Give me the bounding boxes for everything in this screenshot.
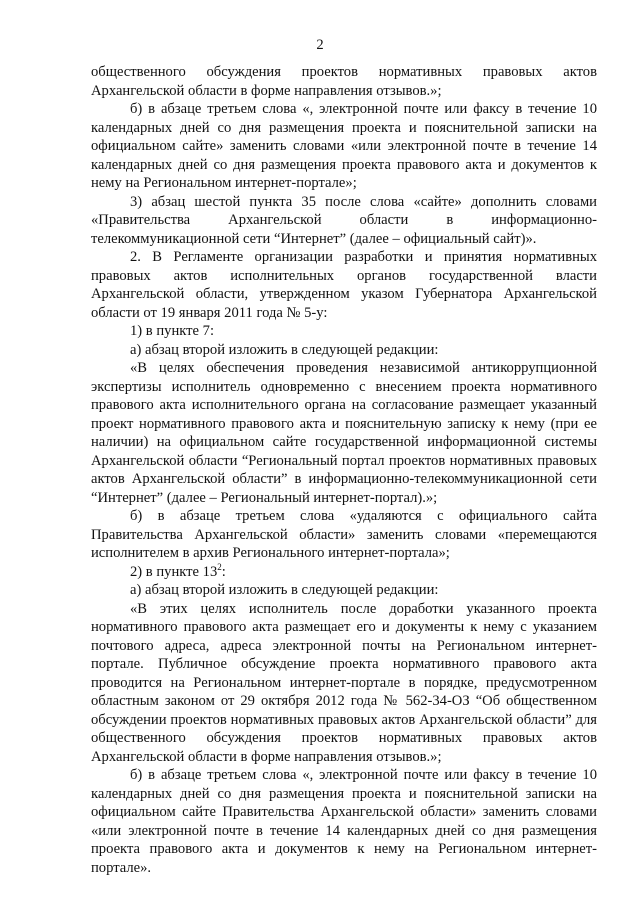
paragraph: 3) абзац шестой пункта 35 после слова «сайте» дополнить словами «Правительства Архангельской области в информационно-телекоммуникационной сети “Интернет” (далее – официальный сайт)».: [91, 193, 597, 247]
paragraph: «В целях обеспечения проведения независимой антикоррупционной экспертизы исполнитель одновременно с внесением проекта нормативного правового акта исполнительного органа на согласование размещает указанный проект нормативного правового акта и пояснительную записку к нему (при ее наличии) на официальном сайте государственной информационной системы Архангельской области “Региональный портал проектов нормативных правовых актов Архангельской области” в информационно-телекоммуникационной сети “Интернет” (далее – Региональный интернет-портал).»;: [91, 360, 597, 506]
paragraph-text: 2) в пункте 13: [130, 563, 218, 580]
paragraph: б) в абзаце третьем слова «, электронной почте или факсу в течение 10 календарных дней со дня размещения проекта и пояснительной записки на официальном сайте Правительства Архангельской области» заменить словами «или электронной почте в течение 14 календарных дней со дня размещения проекта правового акта и документов к нему на Региональном интернет-портале».: [91, 767, 597, 876]
paragraph: «В этих целях исполнитель после доработки указанного проекта нормативного правового акта размещает его и документы к нему с указанием почтового адреса, адреса электронной почты на Региональном интернет-портале. Публичное обсуждение проекта нормативного правового акта проводится на Региональном интернет-портале в порядке, предусмотренном областным законом от 29 октября 2012 года № 562-34-ОЗ “Об общественном обсуждении проектов нормативных правовых актов Архангельской области” для общественного обсуждения проектов нормативных правовых актов Архангельской области в форме направления отзывов.»;: [91, 600, 597, 765]
document-body: [91, 63, 597, 877]
paragraph: б) в абзаце третьем слова «, электронной почте или факсу в течение 10 календарных дней со дня размещения проекта и пояснительной записки на официальном сайте» заменить словами «или электронной почте в течение 14 календарных дней со дня размещения проекта правового акта и документов к нему на Региональном интернет-портале»;: [91, 101, 597, 191]
paragraph: 1) в пункте 7:: [130, 323, 215, 339]
paragraph: б) в абзаце третьем слова «удаляются с официального сайта Правительства Архангельской области» заменить словами «перемещаются исполнителем в архив Регионального интернет-портала»;: [91, 508, 597, 561]
paragraph: [91, 563, 597, 582]
paragraph: а) абзац второй изложить в следующей редакции:: [130, 341, 439, 358]
superscript: 2: [217, 561, 222, 572]
page-number: 2: [316, 37, 324, 53]
paragraph-tail: :: [221, 563, 226, 580]
paragraph: общественного обсуждения проектов нормативных правовых актов Архангельской области в форме направления отзывов.»;: [91, 64, 597, 99]
paragraph: 2. В Регламенте организации разработки и принятия нормативных правовых актов исполнительных органов государственной власти Архангельской области, утвержденном указом Губернатора Архангельской области от 19 января 2011 года № 5-у:: [91, 249, 597, 321]
paragraph: а) абзац второй изложить в следующей редакции:: [130, 582, 439, 598]
